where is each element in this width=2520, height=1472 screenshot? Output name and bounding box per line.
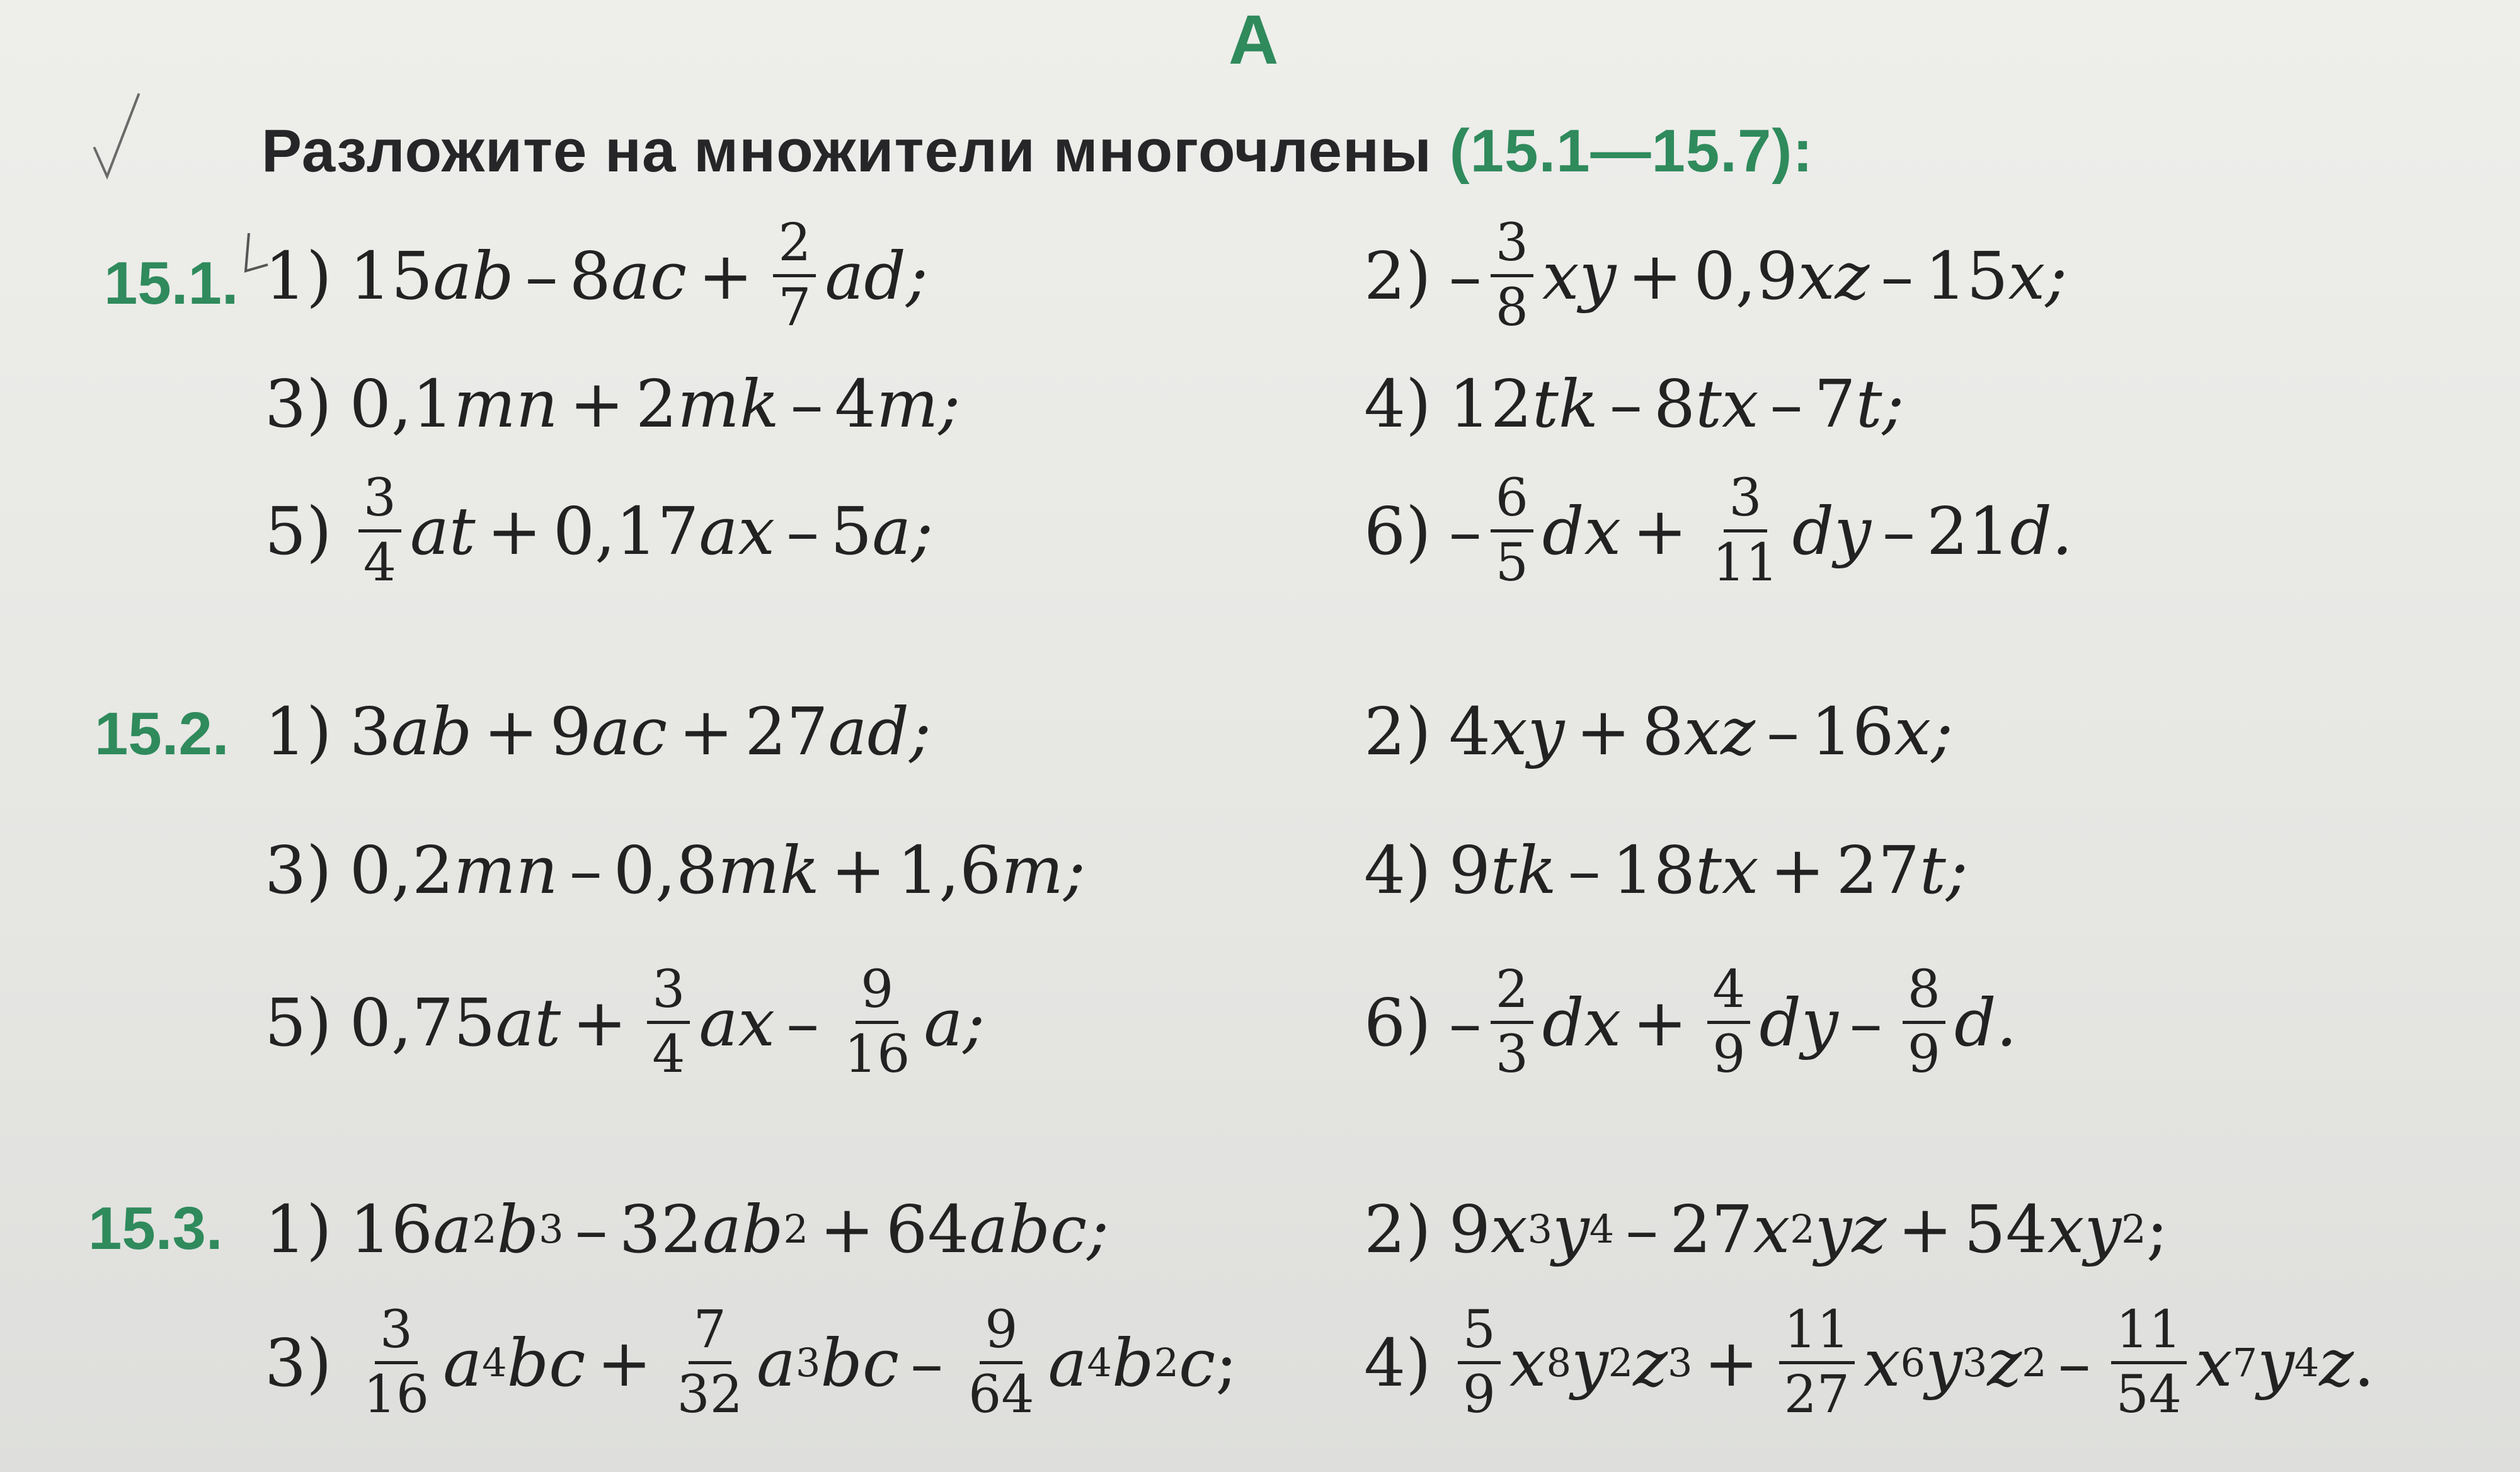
exercise-15-2-item-4: 4) 9 tk – 18 tx + 27 t; xyxy=(1364,832,1968,909)
exercise-15-2-item-6: 6) – $\frac{2}{3}$ dx + $\frac{4}{9}$ dy – $\frac{8}{9}$ d. xyxy=(1364,960,2017,1084)
exercise-number-15-3: 15.3. xyxy=(88,1195,223,1262)
exercise-15-3-item-3: 3) $\frac{3}{16}$ a 4 bc + $\frac{7}{32}$ a 3 bc – $\frac{9}{64}$ a 4 b 2 c ; xyxy=(265,1300,1238,1425)
exercise-range: (15.1—15.7): xyxy=(1449,117,1814,185)
exercise-15-1-item-4: 4) 12 tk – 8 tx – 7 t; xyxy=(1364,365,1904,442)
exercise-15-1-item-1: 1) 15 ab – 8 ac + $\frac{2}{7}$ ad; xyxy=(265,213,929,338)
exercise-number-15-1: 15.1. xyxy=(104,250,239,317)
exercise-15-3-item-2: 2) 9 x 3 y 4 – 27 x 2 yz + 54 xy 2 ; xyxy=(1364,1191,2168,1268)
exercise-15-2-item-2: 2) 4 xy + 8 xz – 16 x; xyxy=(1364,693,1954,770)
exercise-15-1-item-5: 5) $\frac{3}{4}$ at + 0,17 ax – 5 a; xyxy=(265,468,934,593)
exercise-15-2-item-5: 5) 0,75 at + $\frac{3}{4}$ ax – $\frac{9}{16}$ a; xyxy=(265,960,985,1084)
exercise-15-3-item-4: 4) $\frac{5}{9}$ x 8 y 2 z 3 + $\frac{11}{27}$ x 6 y 3 z 2 – $\frac{11}{54}$ x 7 y 4 z . xyxy=(1364,1300,2375,1425)
exercise-15-2-item-1: 1) 3 ab + 9 ac + 27 ad; xyxy=(265,693,932,770)
exercise-15-1-item-2: 2) – $\frac{3}{8}$ xy + 0,9 xz – 15 x; xyxy=(1364,213,2068,338)
instruction-text: Разложите на множители многочлены xyxy=(261,117,1450,185)
pencil-check-mark xyxy=(91,88,142,183)
section-letter: А xyxy=(1228,1,1279,79)
exercise-15-2-item-3: 3) 0,2 mn – 0,8 mk + 1,6 m; xyxy=(265,832,1086,909)
exercise-number-15-2: 15.2. xyxy=(94,700,229,768)
exercise-15-1-item-3: 3) 0,1 mn + 2 mk – 4 m; xyxy=(265,365,961,442)
exercise-15-1-item-6: 6) – $\frac{6}{5}$ dx + $\frac{3}{11}$ dy – 21 d. xyxy=(1364,468,2073,593)
exercise-15-3-item-1: 1) 16 a 2 b 3 – 32 ab 2 + 64 abc; xyxy=(265,1191,1109,1268)
instruction-heading xyxy=(261,117,1813,186)
